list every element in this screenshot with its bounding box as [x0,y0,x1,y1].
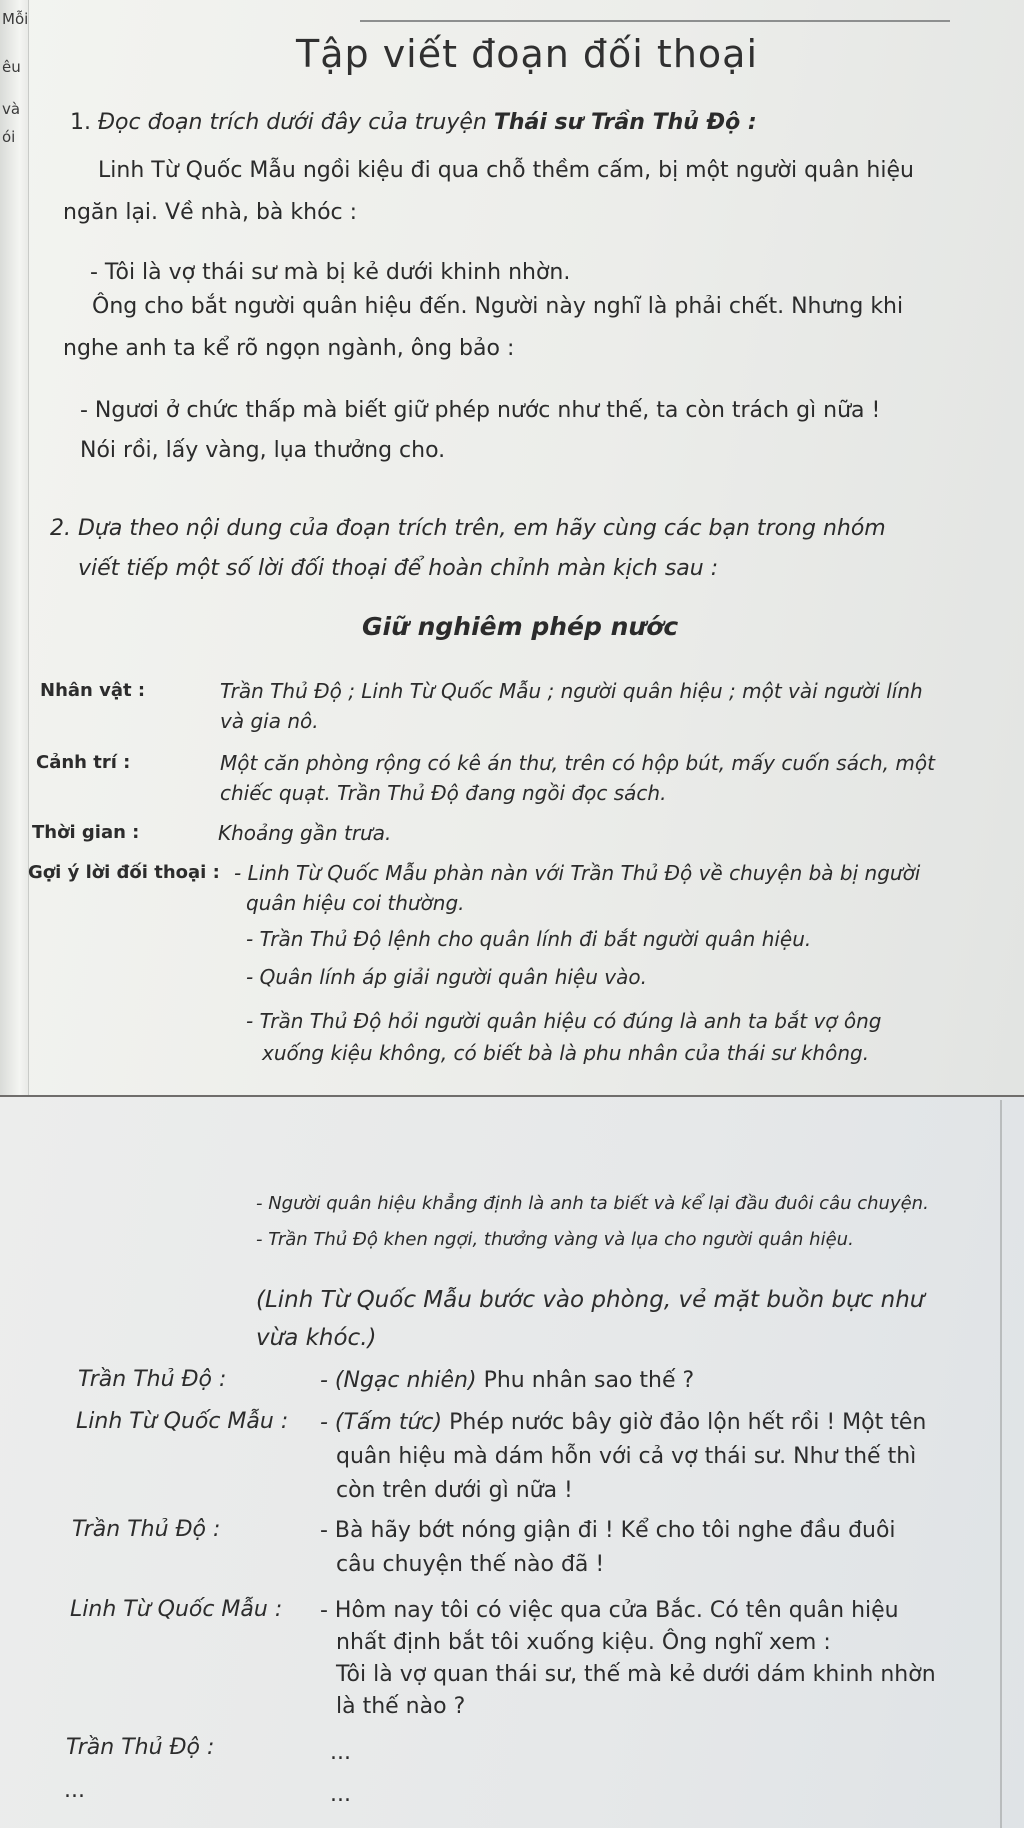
characters-label: Nhân vật : [40,680,146,701]
top-rule [360,20,950,22]
dialogue-line: câu chuyện thế nào đã ! [336,1552,605,1577]
hint-line: quân hiệu coi thường. [246,891,465,915]
page-title: Tập viết đoạn đối thoại [296,32,759,76]
story-line-5: Nói rồi, lấy vàng, lụa thưởng cho. [80,438,446,463]
dialogue-speaker: Trần Thủ Độ : [78,1367,227,1392]
hint-line: - Người quân hiệu khẳng định là anh ta biết và kể lại đầu đuôi câu chuyện. [256,1193,929,1214]
dialogue-parenthetical: - (Tấm tức) [320,1410,443,1435]
dialogue-speaker: Trần Thủ Độ : [66,1735,215,1760]
dialogue-speaker: Linh Từ Quốc Mẫu : [76,1409,289,1434]
hint-line: - Trần Thủ Độ khen ngợi, thưởng vàng và lụa cho người quân hiệu. [256,1229,854,1250]
story-para-1-line-2: ngăn lại. Về nhà, bà khóc : [63,200,358,225]
setting-line-1: Một căn phòng rộng có kê án thư, trên có hộp bút, mấy cuốn sách, một [220,751,935,775]
setting-label: Cảnh trí : [36,752,131,773]
dialogue-line: nhất định bắt tôi xuống kiệu. Ông nghĩ xem : [336,1630,831,1655]
characters-line-1: Trần Thủ Độ ; Linh Từ Quốc Mẫu ; người quân hiệu ; một vài người lính [220,679,923,703]
margin-fragment: Mỗi [2,10,29,28]
dialogue-text: Phu nhân sao thế ? [483,1368,695,1393]
margin-fragment: và [2,100,21,118]
dialogue-text: Phép nước bây giờ đảo lộn hết rồi ! Một tên [449,1410,927,1435]
story-line-2: - Tôi là vợ thái sư mà bị kẻ dưới khinh nhờn. [90,260,571,285]
time-value: Khoảng gần trưa. [218,821,392,845]
story-title: Thái sư Trần Thủ Độ : [493,110,757,135]
dialogue-placeholder: ... [330,1740,351,1765]
story-para-3-line-2: nghe anh ta kể rõ ngọn ngành, ông bảo : [63,336,515,361]
binding-edge [0,0,29,1095]
dialogue-line: - Bà hãy bớt nóng giận đi ! Kể cho tôi nghe đầu đuôi [320,1518,896,1543]
dialogue-line [320,1407,926,1439]
dialogue-line: Tôi là vợ quan thái sư, thế mà kẻ dưới dám khinh nhờn [336,1662,936,1687]
dialogue-placeholder: ... [330,1782,351,1807]
hint-line: - Trần Thủ Độ lệnh cho quân lính đi bắt người quân hiệu. [246,927,812,951]
story-para-1-line-1: Linh Từ Quốc Mẫu ngồi kiệu đi qua chỗ thềm cấm, bị một người quân hiệu [98,158,914,183]
bottom-page [0,1097,1024,1828]
hint-line: xuống kiệu không, có biết bà là phu nhân của thái sư không. [262,1041,870,1065]
margin-fragment: ói [2,128,16,146]
dialogue-line: còn trên dưới gì nữa ! [336,1478,573,1503]
dialogue-line [320,1365,694,1397]
dialogue-line: là thế nào ? [336,1694,466,1719]
characters-line-2: và gia nô. [220,709,319,733]
hint-line: - Quân lính áp giải người quân hiệu vào. [246,965,647,989]
stage-direction-line-2: vừa khóc.) [256,1325,377,1351]
dialogue-speaker: Trần Thủ Độ : [72,1517,221,1542]
exercise-1-heading [70,104,757,141]
hint-line: - Trần Thủ Độ hỏi người quân hiệu có đúng là anh ta bắt vợ ông [246,1009,882,1033]
dialogue-speaker-placeholder: ... [64,1778,85,1803]
story-para-3-line-1: Ông cho bắt người quân hiệu đến. Người này nghĩ là phải chết. Nhưng khi [92,294,904,319]
dialogue-line: - Hôm nay tôi có việc qua cửa Bắc. Có tên quân hiệu [320,1598,899,1623]
exercise-2-line-2: viết tiếp một số lời đối thoại để hoàn chỉnh màn kịch sau : [78,556,719,581]
exercise-1-number: 1. [70,110,91,135]
hints-label: Gợi ý lời đối thoại : [28,862,220,883]
exercise-1-intro: Đọc đoạn trích dưới đây của truyện [98,110,487,135]
story-line-4: - Ngươi ở chức thấp mà biết giữ phép nước như thế, ta còn trách gì nữa ! [80,398,881,423]
stage-direction-line-1: (Linh Từ Quốc Mẫu bước vào phòng, vẻ mặt buồn bực như [256,1287,925,1313]
dialogue-parenthetical: - (Ngạc nhiên) [320,1368,477,1393]
page-edge-line [1000,1100,1002,1828]
scene-title: Giữ nghiêm phép nước [362,612,679,641]
margin-fragment: êu [2,58,21,76]
setting-line-2: chiếc quạt. Trần Thủ Độ đang ngồi đọc sách. [220,781,667,805]
hint-line: - Linh Từ Quốc Mẫu phàn nàn với Trần Thủ Độ về chuyện bà bị người [234,861,921,885]
time-label: Thời gian : [32,822,140,843]
dialogue-line: quân hiệu mà dám hỗn với cả vợ thái sư. Như thế thì [336,1444,917,1469]
exercise-2-line-1: 2. Dựa theo nội dung của đoạn trích trên, em hãy cùng các bạn trong nhóm [50,516,886,541]
dialogue-speaker: Linh Từ Quốc Mẫu : [70,1597,283,1622]
